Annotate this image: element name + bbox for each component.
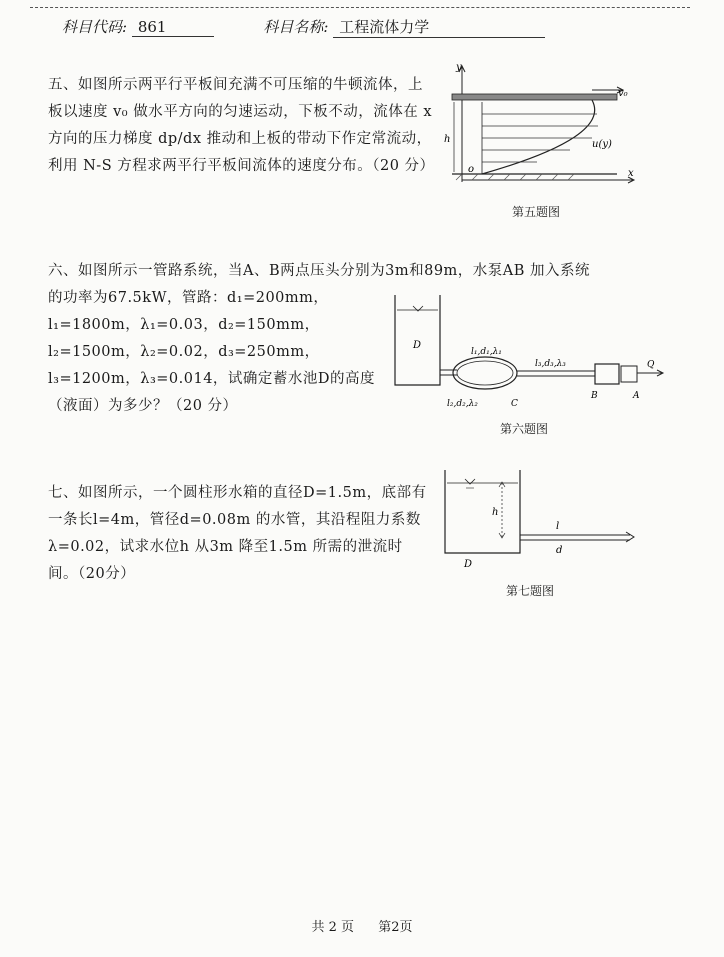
fig5-y-label: y (456, 62, 462, 73)
page-footer (0, 916, 724, 935)
figure-5-caption: 第五题图 (512, 205, 561, 219)
problem-5-text: 五、如图所示两平行平板间充满不可压缩的牛顿流体，上板以速度 v₀ 做水平方向的匀速运动，下板不动，流体在 x 方向的压力梯度 dp/dx 推动和上板的带动下作定常流动，利用 N-S 方程求两平行平板间流体的速度分布。（20 分） (48, 77, 435, 174)
fig6-l1-label: l₁,d₁,λ₁ (471, 347, 502, 357)
figure-6-diagram (385, 290, 665, 420)
fig7-d-label: d (556, 545, 563, 556)
figure-7 (430, 465, 645, 570)
subject-code-value: 861 (132, 18, 214, 37)
figure-6 (385, 290, 665, 420)
problem-6-text: 的功率为67.5kW，管路：d₁=200mm，l₁=1800m，λ₁=0.03，d₂=150mm，l₂=1500m，λ₂=0.02，d₃=250mm，l₃=1200m，λ₃=0.014，试确定蓄水池D的高度（液面）为多少？（20 分） (48, 290, 376, 414)
fig5-u-label: u(y) (592, 139, 612, 150)
fig6-A-label: A (633, 391, 640, 401)
figure-7-caption: 第七题图 (506, 584, 555, 598)
fig7-h-label: h (492, 507, 499, 518)
problem-7-text: 七、如图所示，一个圆柱形水箱的直径D=1.5m，底部有一条长l=4m，管径d=0.08m 的水管，其沿程阻力系数λ=0.02，试求水位h 从3m 降至1.5m 所需的泄流时间。（20分） (48, 485, 427, 582)
fig6-B-label: B (591, 391, 598, 401)
fig5-v0-label: v₀ (618, 88, 628, 99)
current-page: 第2页 (378, 920, 413, 935)
figure-7-diagram (430, 465, 645, 570)
fig6-D-label: D (413, 340, 422, 351)
fig5-h-label: h (444, 134, 451, 145)
problem-6-first-line: 六、如图所示一管路系统，当A、B两点压头分别为3m和89m，水泵AB 加入系统 (48, 263, 591, 279)
subject-name-label: 科目名称: (263, 18, 329, 36)
figure-5 (442, 62, 642, 192)
figure-5-diagram (442, 62, 642, 192)
fig5-x-label: x (628, 168, 634, 179)
fig6-C-label: C (511, 399, 518, 409)
fig7-D-label: D (464, 559, 473, 570)
fig5-o-label: o (468, 164, 475, 175)
fig6-l2-label: l₂,d₂,λ₂ (447, 399, 478, 409)
fig6-l3-label: l₃,d₃,λ₃ (535, 359, 566, 369)
figure-6-caption: 第六题图 (500, 422, 549, 436)
subject-name-value: 工程流体力学 (333, 16, 545, 38)
exam-header (62, 16, 545, 38)
total-pages: 共 2 页 (311, 920, 355, 935)
fig7-l-label: l (556, 521, 560, 532)
fig6-Q-label: Q (647, 360, 655, 370)
top-divider (30, 7, 690, 8)
subject-code-label: 科目代码: (62, 18, 128, 36)
